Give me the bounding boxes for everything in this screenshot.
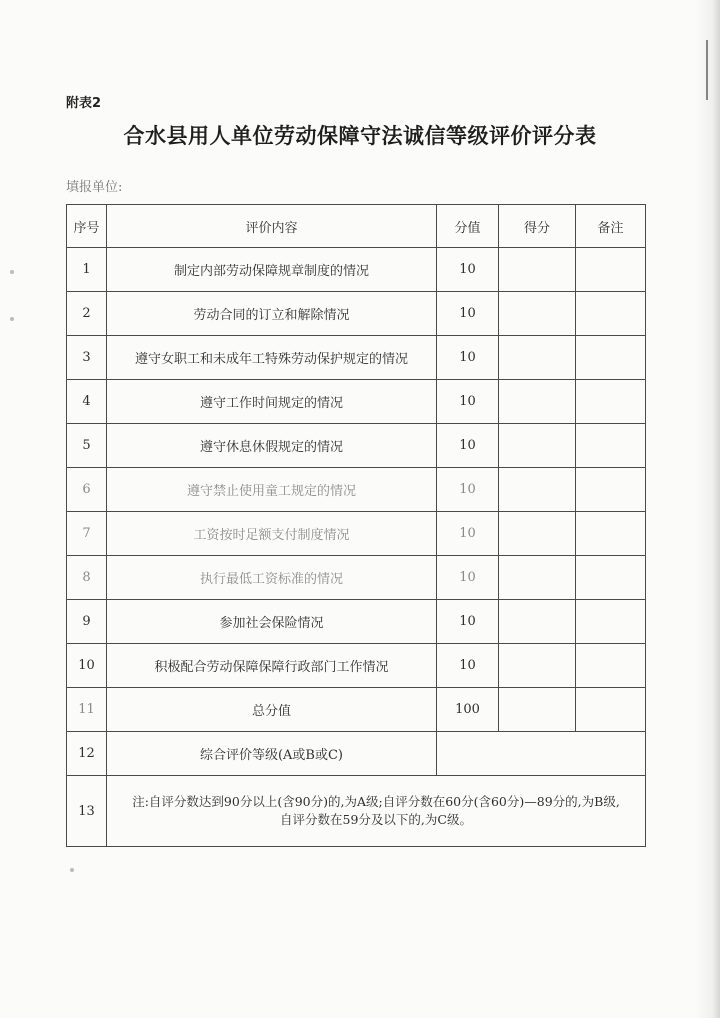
row-value: 10 [437,644,499,688]
row-score-cell[interactable] [499,556,576,600]
row-no: 9 [67,600,107,644]
row-content: 制定内部劳动保障规章制度的情况 [107,248,437,292]
row-remark-cell[interactable] [576,468,646,512]
row-no: 1 [67,248,107,292]
table-row [67,424,646,468]
row-score-cell[interactable] [499,248,576,292]
row-value: 10 [437,600,499,644]
scan-edge-mark [706,40,708,100]
row-content: 参加社会保险情况 [107,600,437,644]
row-remark-cell[interactable] [576,292,646,336]
row-no: 4 [67,380,107,424]
total-value: 100 [437,688,499,732]
row-no: 6 [67,468,107,512]
row-score-cell[interactable] [499,380,576,424]
row-content: 遵守禁止使用童工规定的情况 [107,468,437,512]
row-score-cell[interactable] [499,512,576,556]
row-score-cell[interactable] [499,468,576,512]
row-remark-cell[interactable] [576,600,646,644]
row-remark-cell[interactable] [576,336,646,380]
scan-shadow-edge [696,0,720,1018]
row-content: 工资按时足额支付制度情况 [107,512,437,556]
row-content: 执行最低工资标准的情况 [107,556,437,600]
scan-dot [10,270,14,274]
row-no: 2 [67,292,107,336]
table-row [67,292,646,336]
row-score-cell[interactable] [499,600,576,644]
row-content: 劳动合同的订立和解除情况 [107,292,437,336]
table-row [67,644,646,688]
row-value: 10 [437,248,499,292]
header-remark: 备注 [576,205,646,248]
row-value: 10 [437,512,499,556]
table-row [67,468,646,512]
row-content: 遵守女职工和未成年工特殊劳动保护规定的情况 [107,336,437,380]
note-row [67,776,646,847]
row-remark-cell[interactable] [576,512,646,556]
total-label: 总分值 [107,688,437,732]
table-header-row [67,205,646,248]
row-no: 3 [67,336,107,380]
row-no: 10 [67,644,107,688]
header-content: 评价内容 [107,205,437,248]
header-score: 得分 [499,205,576,248]
row-no: 8 [67,556,107,600]
total-no: 11 [67,688,107,732]
note-line-2: 自评分数在59分及以下的,为C级。 [280,812,472,827]
table-row [67,248,646,292]
grade-row [67,732,646,776]
row-remark-cell[interactable] [576,556,646,600]
row-remark-cell[interactable] [576,248,646,292]
row-no: 7 [67,512,107,556]
table-row [67,512,646,556]
row-score-cell[interactable] [499,336,576,380]
note-line-1: 注:自评分数达到90分以上(含90分)的,为A级;自评分数在60分(含60分)—89分的,为B级, [132,794,620,809]
row-value: 10 [437,556,499,600]
row-remark-cell[interactable] [576,380,646,424]
total-score-cell[interactable] [499,688,576,732]
row-value: 10 [437,424,499,468]
table-row [67,380,646,424]
table-row [67,336,646,380]
row-score-cell[interactable] [499,424,576,468]
table-row [67,556,646,600]
row-score-cell[interactable] [499,292,576,336]
total-row [67,688,646,732]
attachment-label: 附表2 [66,96,102,111]
grade-value-cell[interactable] [437,732,646,776]
page-title: 合水县用人单位劳动保障守法诚信等级评价评分表 [123,123,597,148]
row-value: 10 [437,468,499,512]
row-no: 5 [67,424,107,468]
row-remark-cell[interactable] [576,424,646,468]
reporting-unit-label: 填报单位: [66,180,123,195]
row-value: 10 [437,292,499,336]
table-row [67,600,646,644]
row-content: 遵守工作时间规定的情况 [107,380,437,424]
header-no: 序号 [67,205,107,248]
total-remark-cell[interactable] [576,688,646,732]
row-remark-cell[interactable] [576,644,646,688]
scan-dot [10,317,14,321]
scan-dot [70,868,74,872]
row-value: 10 [437,380,499,424]
note-text [107,776,646,847]
row-score-cell[interactable] [499,644,576,688]
row-value: 10 [437,336,499,380]
row-content: 积极配合劳动保障保障行政部门工作情况 [107,644,437,688]
row-content: 遵守休息休假规定的情况 [107,424,437,468]
grade-label: 综合评价等级(A或B或C) [107,732,437,776]
note-no: 13 [67,776,107,847]
grade-no: 12 [67,732,107,776]
header-value: 分值 [437,205,499,248]
score-table [66,204,646,847]
